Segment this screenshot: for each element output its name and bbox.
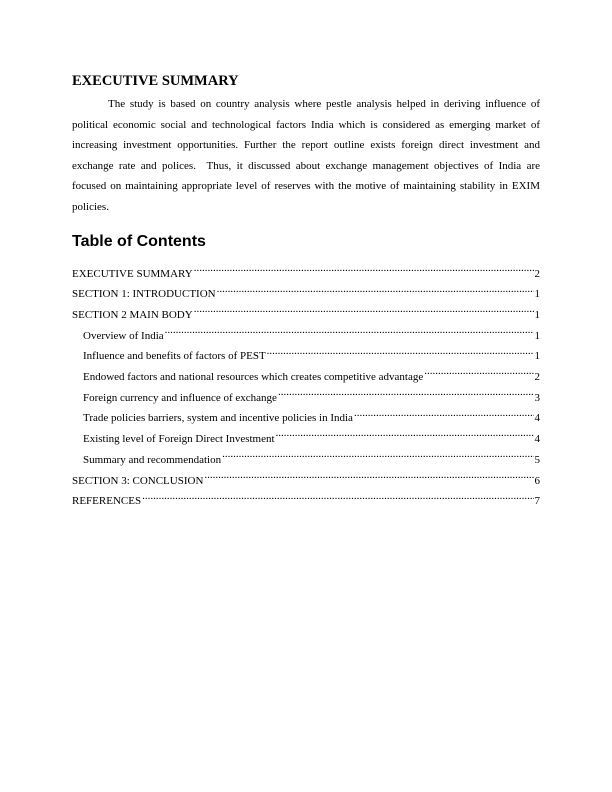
toc-entry-references[interactable] bbox=[72, 491, 540, 512]
toc-entry-trade-policies[interactable] bbox=[72, 408, 540, 429]
toc-dot-leader bbox=[165, 328, 534, 339]
toc-page-number: 4 bbox=[534, 412, 540, 425]
toc-entry-endowed-factors[interactable] bbox=[72, 367, 540, 388]
toc-dot-leader bbox=[278, 390, 534, 401]
toc-entry-label: EXECUTIVE SUMMARY bbox=[72, 267, 193, 280]
toc-entry-label: Existing level of Foreign Direct Investment bbox=[83, 433, 275, 446]
toc-entry-label: Overview of India bbox=[83, 329, 164, 342]
toc-page-number: 1 bbox=[534, 329, 540, 342]
toc-entry-foreign-currency[interactable] bbox=[72, 388, 540, 409]
toc-page-number: 1 bbox=[534, 288, 540, 301]
toc-entry-label: REFERENCES bbox=[72, 495, 142, 508]
toc-dot-leader bbox=[222, 452, 533, 463]
toc-dot-leader bbox=[276, 431, 534, 442]
toc-page-number: 3 bbox=[534, 391, 540, 404]
toc-dot-leader bbox=[424, 369, 533, 380]
toc-entry-label: Influence and benefits of factors of PEST bbox=[83, 350, 266, 363]
toc-entry-label: Summary and recommendation bbox=[83, 453, 222, 466]
document-page bbox=[72, 72, 543, 512]
toc-dot-leader bbox=[217, 286, 534, 297]
toc-entry-section-2-main-body[interactable] bbox=[72, 305, 540, 326]
toc-entry-label: Trade policies barriers, system and incentive policies in India bbox=[83, 412, 353, 425]
executive-summary-heading: EXECUTIVE SUMMARY bbox=[72, 73, 239, 89]
toc-entry-label: Foreign currency and influence of exchange bbox=[83, 391, 277, 404]
toc-dot-leader bbox=[204, 473, 533, 484]
toc-page-number: 2 bbox=[534, 267, 540, 280]
toc-page-number: 1 bbox=[534, 308, 540, 321]
toc-title: Table of Contents bbox=[72, 232, 206, 250]
toc-dot-leader bbox=[194, 307, 534, 318]
toc-entry-overview-of-india[interactable] bbox=[72, 326, 540, 347]
toc-entry-section-1-introduction[interactable] bbox=[72, 284, 540, 305]
toc-entry-label: Endowed factors and national resources which creates competitive advantage bbox=[83, 371, 424, 384]
toc-entry-section-3-conclusion[interactable] bbox=[72, 471, 540, 492]
toc-dot-leader bbox=[142, 493, 533, 504]
toc-entry-label: SECTION 2 MAIN BODY bbox=[72, 308, 193, 321]
executive-summary-body: The study is based on country analysis where pestle analysis helped in deriving influence of political economic social and technological factors India which is considered as emerging market of increasing investment opportunities. Further the report outline exists foreign direct investment and exchange rate and polices. Thus, it discussed about exchange management objectives of India are focused on maintaining appropriate level of reserves with the motive of maintaining stability in EXIM policies. bbox=[72, 98, 543, 213]
toc-entry-executive-summary[interactable] bbox=[72, 264, 540, 285]
toc-page-number: 7 bbox=[534, 495, 540, 508]
toc-dot-leader bbox=[194, 266, 534, 277]
toc-page-number: 6 bbox=[534, 474, 540, 487]
toc-entry-label: SECTION 1: INTRODUCTION bbox=[72, 288, 216, 301]
toc-page-number: 5 bbox=[534, 453, 540, 466]
toc-entry-existing-fdi[interactable] bbox=[72, 429, 540, 450]
toc-entry-label: SECTION 3: CONCLUSION bbox=[72, 474, 204, 487]
toc-entry-influence-benefits-pest[interactable] bbox=[72, 346, 540, 367]
toc-page-number: 1 bbox=[534, 350, 540, 363]
toc-entry-summary-recommendation[interactable] bbox=[72, 450, 540, 471]
table-of-contents bbox=[72, 264, 540, 512]
toc-dot-leader bbox=[267, 348, 534, 359]
toc-dot-leader bbox=[354, 410, 534, 421]
toc-page-number: 2 bbox=[534, 371, 540, 384]
toc-page-number: 4 bbox=[534, 433, 540, 446]
